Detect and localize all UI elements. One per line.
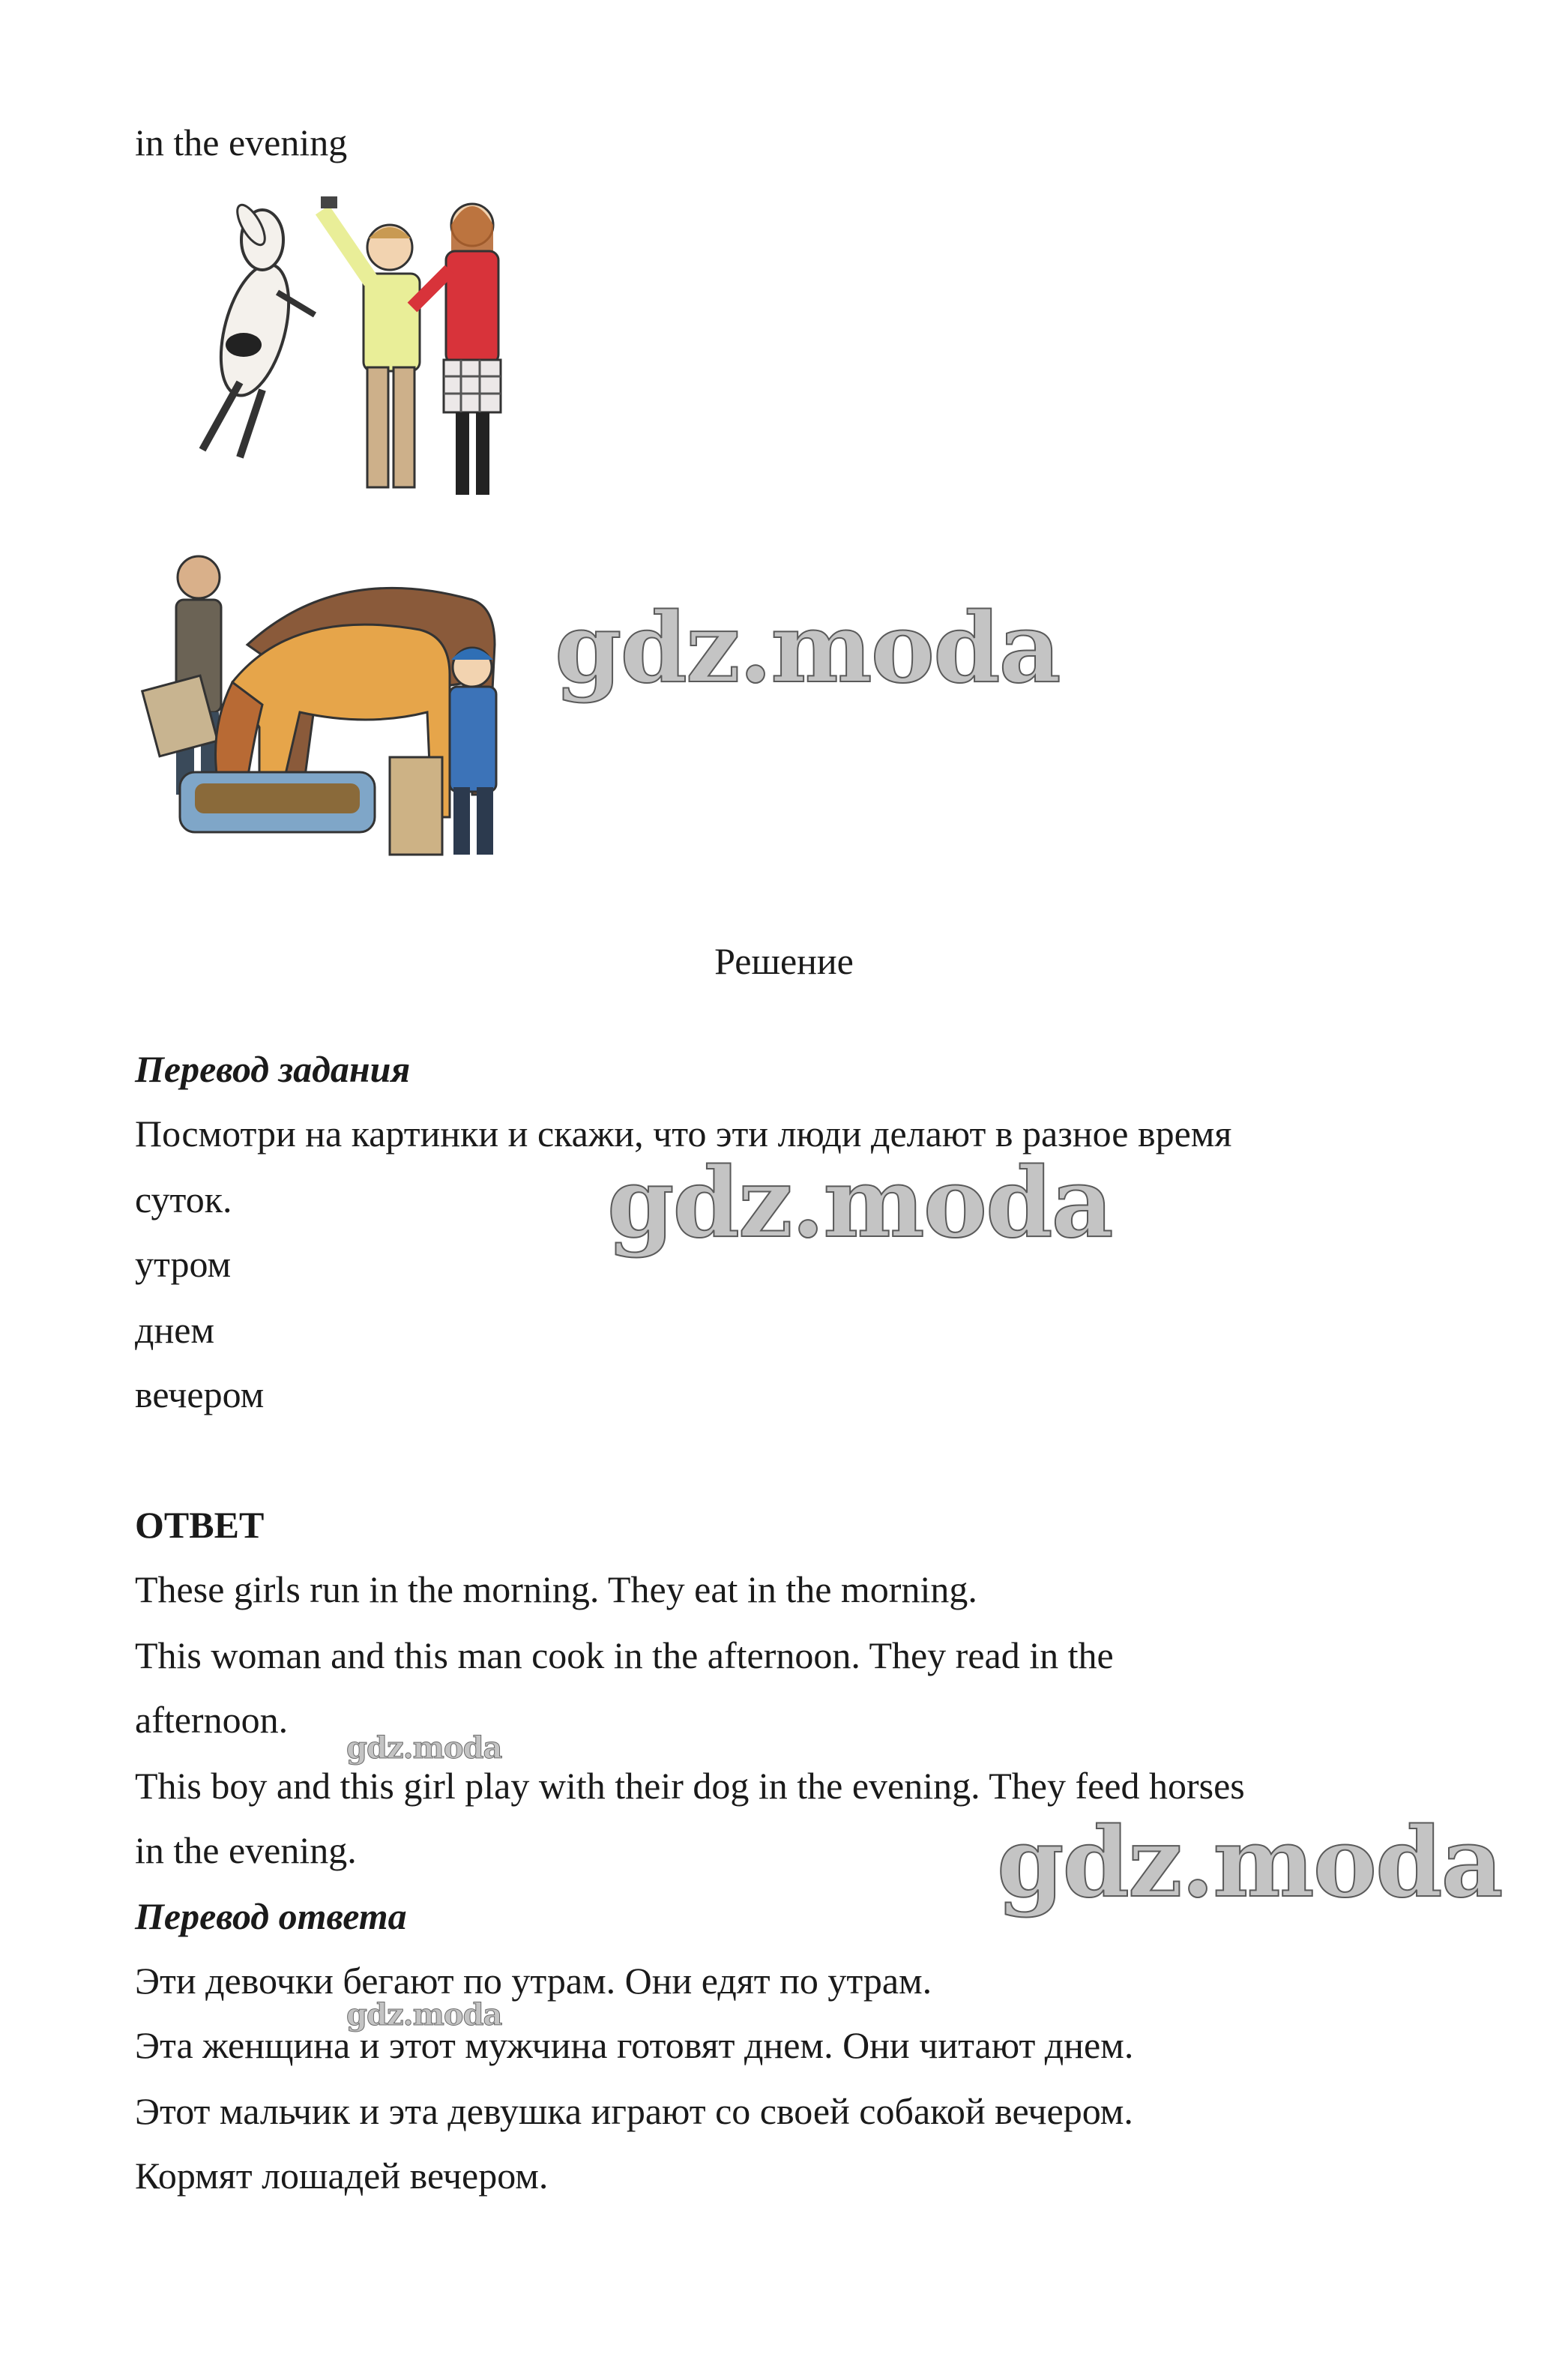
answer-translation-line: Эти девочки бегают по утрам. Они едят по утрам. bbox=[135, 1960, 932, 2002]
answer-translation-heading: Перевод ответа bbox=[135, 1895, 407, 1937]
watermark-logo: gdz.moda bbox=[997, 1807, 1502, 1919]
watermark-logo: gdz.moda bbox=[607, 1147, 1112, 1259]
watermark-logo-small: gdz.moda bbox=[346, 1997, 502, 2032]
caption-in-the-evening: in the evening bbox=[135, 121, 348, 163]
answer-heading: ОТВЕТ bbox=[135, 1504, 265, 1546]
illustration-children-with-dog bbox=[172, 180, 525, 525]
illustration-feeding-horses bbox=[135, 540, 570, 877]
girl-figure bbox=[412, 204, 501, 495]
watermark-logo-small: gdz.moda bbox=[346, 1730, 502, 1766]
answer-line: These girls run in the morning. They eat in the morning. bbox=[135, 1568, 977, 1610]
answer-line: This woman and this man cook in the afternoon. They read in the bbox=[135, 1634, 1114, 1676]
watermark-logo: gdz.moda bbox=[555, 592, 1060, 705]
feed-trough bbox=[180, 772, 375, 832]
man-figure bbox=[142, 556, 221, 795]
answer-translation-line: Этот мальчик и эта девушка играют со своей собакой вечером. bbox=[135, 2090, 1133, 2132]
answer-line: This boy and this girl play with their dog in the evening. They feed horses bbox=[135, 1765, 1245, 1807]
dog-figure bbox=[202, 201, 315, 457]
answer-translation-line: Эта женщина и этот мужчина готовят днем. Они читают днем. bbox=[135, 2024, 1134, 2066]
answer-translation-line: Кормят лошадей вечером. bbox=[135, 2155, 549, 2197]
answer-line: afternoon. bbox=[135, 1699, 289, 1741]
task-translation-heading: Перевод задания bbox=[135, 1048, 411, 1090]
task-translation-line: вечером bbox=[135, 1373, 265, 1415]
boy-figure bbox=[321, 196, 420, 487]
task-translation-line: Посмотри на картинки и скажи, что эти люди делают в разное время bbox=[135, 1113, 1232, 1155]
answer-line: in the evening. bbox=[135, 1829, 357, 1871]
task-translation-line: суток. bbox=[135, 1178, 232, 1220]
solution-heading: Решение bbox=[714, 940, 854, 982]
task-translation-line: днем bbox=[135, 1309, 215, 1351]
task-translation-line: утром bbox=[135, 1243, 232, 1285]
